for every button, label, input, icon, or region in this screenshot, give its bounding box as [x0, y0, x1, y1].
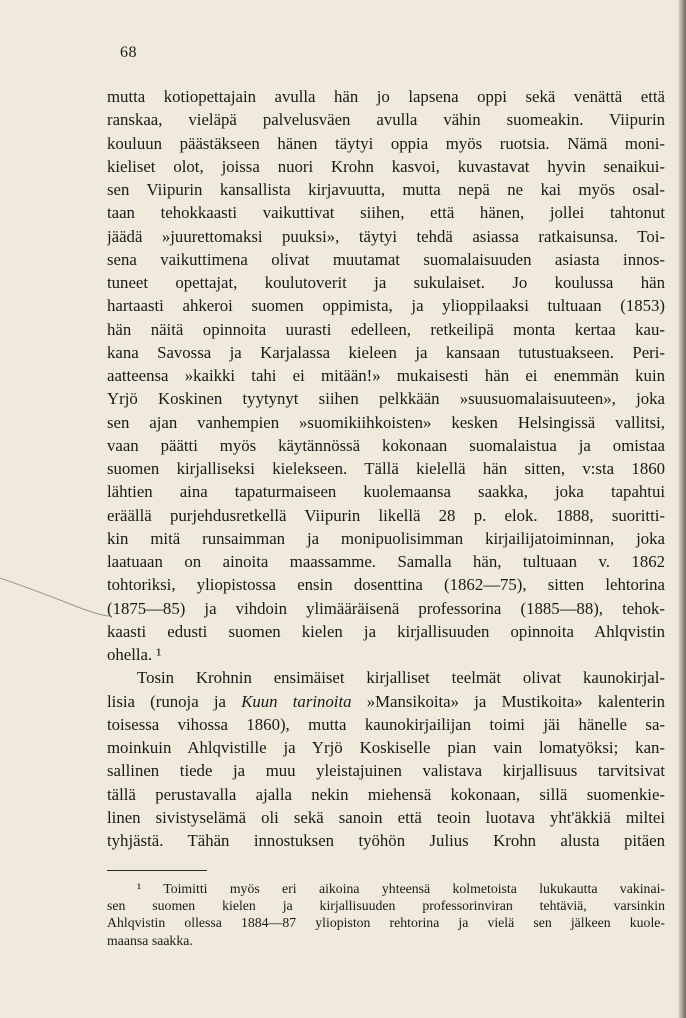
text-line: hän näitä opinnoita uurasti edelleen, retkeilipä monta kertaa kau- [107, 319, 665, 339]
text-line: moinkuin Ahlqvistille ja Yrjö Koskiselle pian vain lomatyöksi; kan- [107, 738, 665, 757]
page-number: 68 [120, 44, 137, 61]
text-line: tuneet opettajat, koulutoverit ja sukulaiset. Jo koulussa hän [107, 273, 665, 292]
text-line: linen sivistyselämä oli sekä sanoin että teoin luotava yht'äkkiä miltei [107, 807, 665, 827]
text-line: aatteensa »kaikki tahi ei mitään!» mukaisesti hän ei enemmän kuin [107, 366, 665, 385]
italic-title: Kuun tarinoita [241, 691, 352, 711]
text-line: tohtoriksi, yliopistossa ensin dosenttina (1862—75), sitten lehtorina [107, 575, 665, 595]
footnote-line: ¹ Toimitti myös eri aikoina yhteensä kolmetoista lukukautta vakinai- [137, 881, 665, 896]
text-line: laatuaan on ainoita maassamme. Samalla hän, tultuaan v. 1862 [107, 552, 665, 571]
text-line: Yrjö Koskinen tyytynyt siihen pelkkään »suusuomalaisuuteen», joka [107, 389, 665, 409]
text-line: ohella. ¹ [107, 645, 162, 664]
text-line: ranskaa, vieläpä palvelusväen avulla vähin suomeakin. Viipurin [107, 110, 665, 130]
text-run: »Mansikoita» ja Mustikoita» kalenterin [351, 691, 665, 711]
text-line: eräällä purjehdusretkellä Viipurin likellä 28 p. elok. 1888, suoritti- [107, 505, 665, 525]
text-run: lisia (runoja ja [107, 691, 242, 711]
paper-fold-line [0, 578, 112, 618]
text-line: kouluun päästäkseen hänen täytyi oppia myös ruotsia. Nämä moni- [107, 133, 665, 153]
page-edge-shadow [678, 0, 686, 1018]
text-line: sen ajan vanhempien »suomikiihkoisten» kesken Helsingissä vallitsi, [107, 412, 665, 432]
text-line: tällä perustavalla ajalla nekin miehensä kokonaan, sillä suomenkie- [107, 784, 665, 804]
text-line: kana Savossa ja Karjalassa kieleen ja kansaan tutustuakseen. Peri- [107, 342, 665, 362]
text-line: mutta kotiopettajain avulla hän jo lapsena oppi sekä venättä että [107, 87, 665, 106]
body-text [107, 85, 665, 852]
text-line: lähtien aina tapaturmaiseen kuolemaansa saakka, joka tapahtui [107, 482, 665, 502]
text-line: taan tehokkaasti vaikuttivat siihen, että hänen, jollei tahtonut [107, 203, 665, 223]
text-line: kin mitä runsaimman ja monipuolisimman kirjailijatoiminnan, joka [107, 528, 665, 548]
footnote-divider [107, 870, 207, 871]
text-line: Tosin Krohnin ensimäiset kirjalliset teelmät olivat kaunokirjal- [137, 668, 665, 688]
footnote-line: maansa saakka. [107, 932, 193, 948]
footnote-line: Ahlqvistin ollessa 1884—87 yliopiston rehtorina ja vielä sen jälkeen kuole- [107, 915, 665, 931]
text-line: sena vaikuttimena olivat muutamat suomalaisuuden asiasta innos- [107, 249, 665, 269]
footnote [107, 880, 665, 949]
text-line: hartaasti ahkeroi suomen oppimista, ja ylioppilaaksi tultuaan (1853) [107, 296, 665, 316]
text-line: jäädä »juurettomaksi puuksi», täytyi tehdä asiassa ratkaisunsa. Toi- [107, 226, 665, 246]
text-line: toisessa vihossa 1860), mutta kaunokirjailijan toimi jäi hänelle sa- [107, 714, 665, 734]
text-line: tyhjästä. Tähän innostuksen työhön Julius Krohn alusta pitäen [107, 831, 665, 850]
paragraph-2 [107, 666, 665, 852]
text-line: vaan päätti myös käytännössä kokonaan suomalaistua ja omistaa [107, 435, 665, 455]
text-line: (1875—85) ja vihdoin ylimääräisenä professorina (1885—88), tehok- [107, 598, 665, 618]
paragraph-1 [107, 85, 665, 666]
text-line: sallinen tiede ja muu yleistajuinen valistava kirjallisuus tarvitsivat [107, 761, 665, 781]
text-line: sen Viipurin kansallista kirjavuutta, mutta nepä ne kai myös osal- [107, 180, 665, 199]
text-line: kaasti edusti suomen kielen ja kirjallisuuden opinnoita Ahlqvistin [107, 621, 665, 641]
text-line [107, 690, 665, 713]
text-line: suomen kirjalliseksi kielekseen. Tällä kielellä hän sitten, v:sta 1860 [107, 459, 665, 478]
text-line: kieliset olot, joissa nuori Krohn kasvoi, kuvastavat hyvin senaikui- [107, 156, 665, 176]
footnote-line: sen suomen kielen ja kirjallisuuden professorinviran tehtäviä, varsinkin [107, 898, 665, 914]
